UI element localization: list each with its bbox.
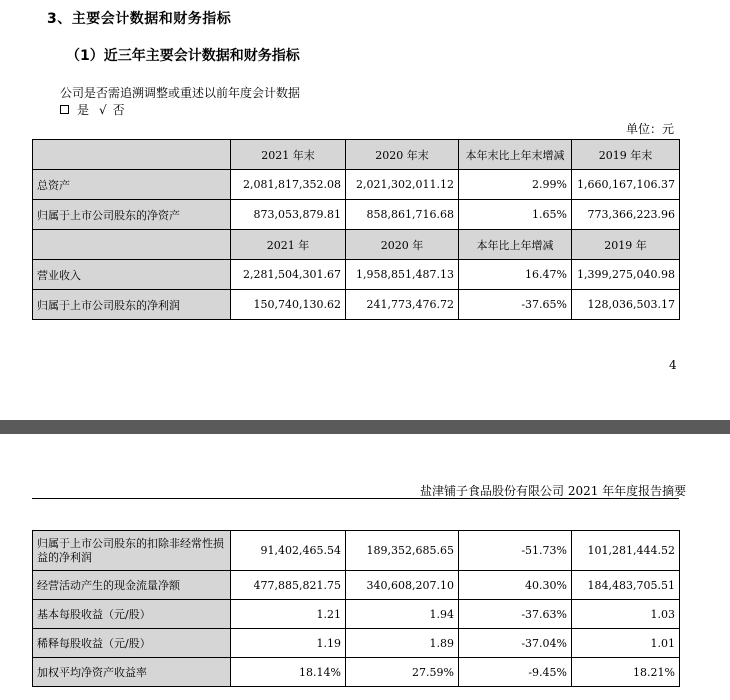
table-cell: -51.73%	[459, 531, 572, 571]
header-cell	[33, 230, 231, 260]
financial-table-1	[32, 139, 680, 320]
table-header-row	[33, 140, 680, 170]
section-heading: 3、主要会计数据和财务指标	[47, 11, 232, 27]
report-title: 盐津铺子食品股份有限公司 2021 年年度报告摘要	[420, 484, 687, 498]
row-label: 营业收入	[33, 260, 231, 290]
currency-unit: 单位：元	[626, 122, 675, 136]
table-row	[33, 290, 680, 320]
table-cell: -9.45%	[459, 658, 572, 687]
header-cell: 2021 年	[231, 230, 346, 260]
table-cell: 1.03	[572, 600, 680, 629]
checkbox-empty-icon	[60, 105, 69, 114]
table-row	[33, 200, 680, 230]
row-label: 总资产	[33, 170, 231, 200]
row-label: 归属于上市公司股东的净利润	[33, 290, 231, 320]
table-cell: 27.59%	[346, 658, 459, 687]
row-label: 稀释每股收益（元/股）	[33, 629, 231, 658]
table-cell: 18.14%	[231, 658, 346, 687]
table-row	[33, 629, 680, 658]
table-cell: 2.99%	[459, 170, 572, 200]
table-cell: 340,608,207.10	[346, 571, 459, 600]
table-row	[33, 658, 680, 687]
check-mark-icon: √	[99, 102, 107, 117]
table-cell: 150,740,130.62	[231, 290, 346, 320]
table-cell: 184,483,705.51	[572, 571, 680, 600]
header-cell: 本年比上年增减	[459, 230, 572, 260]
table-cell: -37.65%	[459, 290, 572, 320]
header-cell: 2019 年	[572, 230, 680, 260]
table-cell: 18.21%	[572, 658, 680, 687]
row-label: 基本每股收益（元/股）	[33, 600, 231, 629]
subsection-heading: （1）近三年主要会计数据和财务指标	[66, 48, 300, 64]
table-cell: 477,885,821.75	[231, 571, 346, 600]
table-cell: 1.94	[346, 600, 459, 629]
header-cell: 2020 年	[346, 230, 459, 260]
table-cell: 873,053,879.81	[231, 200, 346, 230]
option-yes-label: 是	[77, 103, 90, 117]
table-cell: 2,021,302,011.12	[346, 170, 459, 200]
table-row	[33, 531, 680, 571]
header-cell: 2019 年末	[572, 140, 680, 170]
row-label: 经营活动产生的现金流量净额	[33, 571, 231, 600]
table-cell: 91,402,465.54	[231, 531, 346, 571]
row-label: 归属于上市公司股东的净资产	[33, 200, 231, 230]
table-cell: 128,036,503.17	[572, 290, 680, 320]
table-cell: 101,281,444.52	[572, 531, 680, 571]
table-cell: 2,081,817,352.08	[231, 170, 346, 200]
header-cell	[33, 140, 231, 170]
row-label: 加权平均净资产收益率	[33, 658, 231, 687]
table-cell: 1,399,275,040.98	[572, 260, 680, 290]
table-row	[33, 600, 680, 629]
table-cell: 40.30%	[459, 571, 572, 600]
table-cell: 858,861,716.68	[346, 200, 459, 230]
header-rule	[32, 498, 679, 499]
table-header-row	[33, 230, 680, 260]
page-separator	[0, 420, 730, 434]
header-cell: 2020 年末	[346, 140, 459, 170]
table-cell: 1,660,167,106.37	[572, 170, 680, 200]
table-row	[33, 170, 680, 200]
table-cell: 2,281,504,301.67	[231, 260, 346, 290]
table-cell: 1.65%	[459, 200, 572, 230]
table-row	[33, 260, 680, 290]
option-no-label: 否	[112, 103, 125, 117]
table-cell: 16.47%	[459, 260, 572, 290]
table-row	[33, 571, 680, 600]
table-cell: -37.04%	[459, 629, 572, 658]
table-cell: 1.01	[572, 629, 680, 658]
row-label: 归属于上市公司股东的扣除非经常性损益的净利润	[33, 531, 231, 571]
financial-table-2	[32, 530, 680, 687]
table-cell: 1.19	[231, 629, 346, 658]
table-cell: -37.63%	[459, 600, 572, 629]
table-cell: 1,958,851,487.13	[346, 260, 459, 290]
table-cell: 1.89	[346, 629, 459, 658]
header-cell: 2021 年末	[231, 140, 346, 170]
page-number: 4	[669, 358, 677, 372]
header-cell: 本年末比上年末增减	[459, 140, 572, 170]
table-cell: 189,352,685.65	[346, 531, 459, 571]
table-cell: 241,773,476.72	[346, 290, 459, 320]
table-cell: 773,366,223.96	[572, 200, 680, 230]
table-cell: 1.21	[231, 600, 346, 629]
restatement-options	[60, 101, 125, 118]
restatement-question: 公司是否需追溯调整或重述以前年度会计数据	[60, 86, 301, 100]
